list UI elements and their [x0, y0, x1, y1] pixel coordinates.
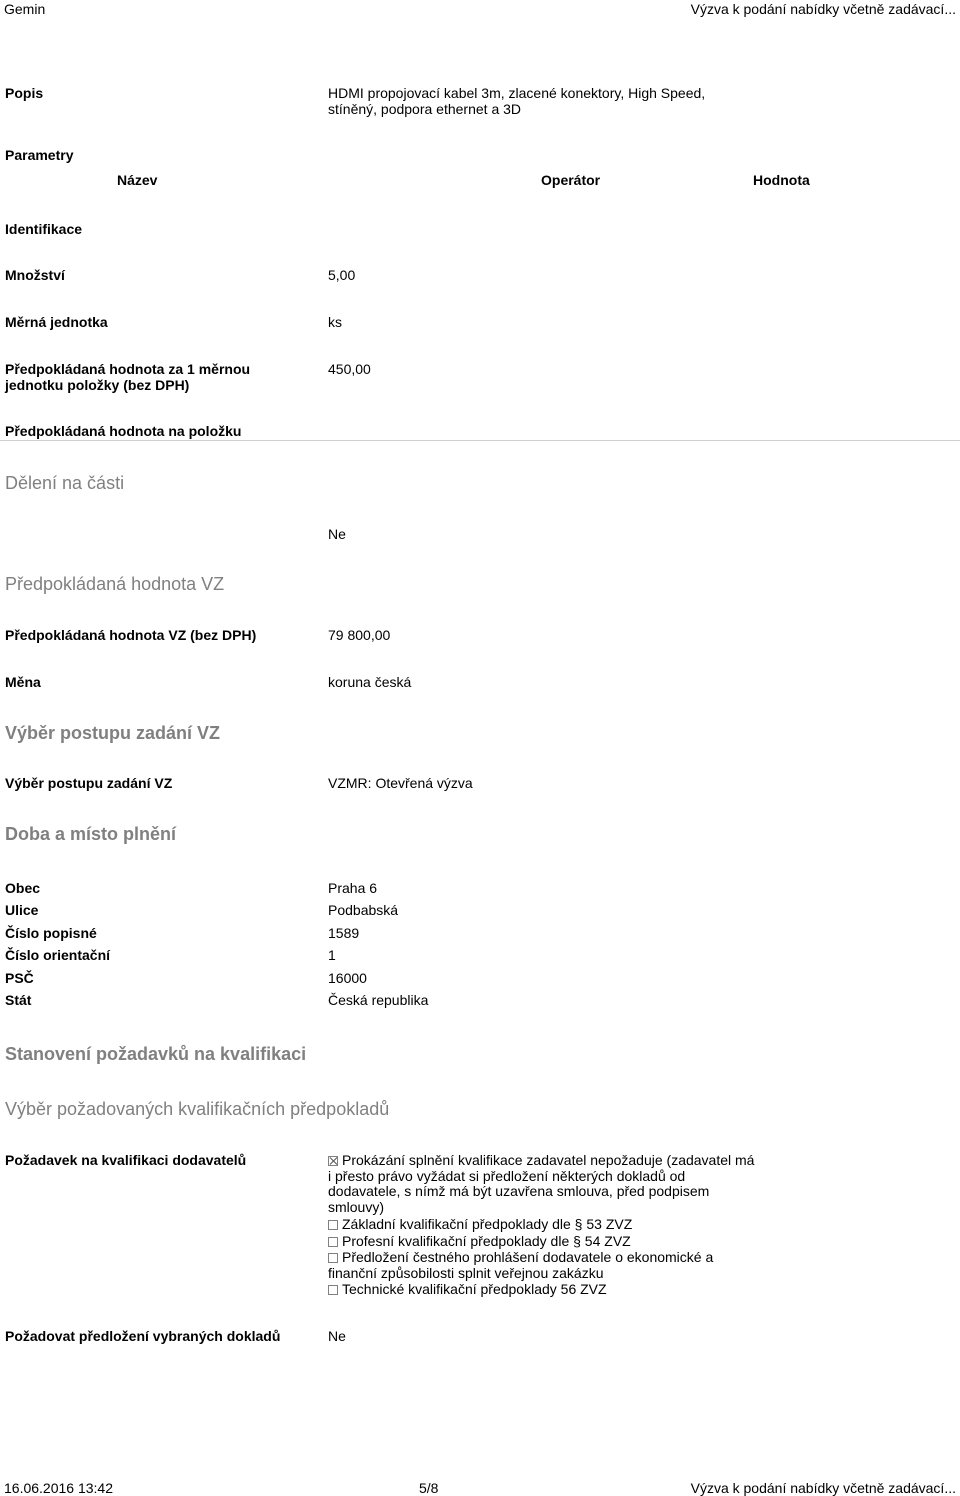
postup-label: Výběr postupu zadání VZ: [5, 775, 173, 791]
cislo-orientacni-label: Číslo orientační: [5, 947, 111, 963]
column-operator: Operátor: [541, 172, 601, 188]
obec-label: Obec: [5, 880, 41, 896]
option-technicke: [328, 1282, 758, 1298]
header-app-name: Gemin: [4, 1, 46, 17]
hodnota-za-jednotku-label: Předpokládaná hodnota za 1 měrnou jednotku položky (bez DPH): [5, 361, 251, 393]
checkbox-empty-icon: [328, 1253, 338, 1263]
checkbox-empty-icon: [328, 1237, 338, 1247]
checkbox-empty-icon: [328, 1285, 338, 1295]
deleni-heading: Dělení na části: [5, 473, 125, 493]
column-nazev: Název: [117, 172, 158, 188]
kvalifikace-heading: Stanovení požadavků na kvalifikaci: [5, 1044, 307, 1064]
header-document-title: Výzva k podání nabídky včetně zadávací...: [690, 1, 956, 17]
footer-page-number: 5/8: [419, 1480, 439, 1496]
psc-value: 16000: [328, 970, 367, 986]
hodnota-vz-heading: Předpokládaná hodnota VZ: [5, 574, 225, 594]
column-hodnota: Hodnota: [753, 172, 810, 188]
option-cestne-prohlaseni: [328, 1250, 758, 1281]
pozadavek-options: [328, 1153, 758, 1298]
merna-jednotka-label: Měrná jednotka: [5, 314, 108, 330]
option-text: Technické kvalifikační předpoklady 56 ZVZ: [342, 1281, 607, 1297]
divider: [0, 440, 960, 441]
identifikace-label: Identifikace: [5, 221, 83, 237]
deleni-value: Ne: [328, 526, 346, 542]
mnozstvi-value: 5,00: [328, 267, 356, 283]
pozadavek-label: Požadavek na kvalifikaci dodavatelů: [5, 1152, 247, 1168]
doklady-label: Požadovat předložení vybraných dokladů: [5, 1328, 281, 1344]
option-nepozaduje: [328, 1153, 758, 1215]
cislo-popisne-value: 1589: [328, 925, 360, 941]
option-zakladni: [328, 1217, 758, 1233]
option-text: Základní kvalifikační předpoklady dle § 53 ZVZ: [342, 1216, 633, 1232]
postup-value: VZMR: Otevřená výzva: [328, 775, 473, 791]
postup-heading: Výběr postupu zadání VZ: [5, 723, 221, 743]
popis-value: HDMI propojovací kabel 3m, zlacené konektory, High Speed, stíněný, podpora ethernet a 3D: [328, 85, 706, 117]
ulice-label: Ulice: [5, 902, 39, 918]
merna-jednotka-value: ks: [328, 314, 342, 330]
psc-label: PSČ: [5, 970, 34, 986]
doklady-value: Ne: [328, 1328, 346, 1344]
checkbox-empty-icon: [328, 1220, 338, 1230]
stat-label: Stát: [5, 992, 32, 1008]
hodnota-vz-label: Předpokládaná hodnota VZ (bez DPH): [5, 627, 257, 643]
footer-date: 16.06.2016 13:42: [4, 1480, 113, 1496]
hodnota-na-polozku-label: Předpokládaná hodnota na položku: [5, 423, 242, 439]
mena-value: koruna česká: [328, 674, 412, 690]
mnozstvi-label: Množství: [5, 267, 65, 283]
option-text: Předložení čestného prohlášení dodavatele o ekonomické a finanční způsobilosti splnit veřejnou zakázku: [328, 1249, 714, 1281]
ulice-value: Podbabská: [328, 902, 399, 918]
option-text: Prokázání splnění kvalifikace zadavatel nepožaduje (zadavatel má i přesto právo vyžádat si předložení některých dokladů od dodavatele, s nímž má být uzavřena smlouva, před podpisem smlouvy): [328, 1152, 755, 1215]
option-text: Profesní kvalifikační předpoklady dle § 54 ZVZ: [342, 1232, 631, 1249]
misto-heading: Doba a místo plnění: [5, 824, 177, 844]
footer-document-title: Výzva k podání nabídky včetně zadávací...: [690, 1480, 956, 1496]
stat-value: Česká republika: [328, 992, 429, 1008]
parametry-label: Parametry: [5, 147, 74, 163]
cislo-orientacni-value: 1: [328, 947, 336, 963]
cislo-popisne-label: Číslo popisné: [5, 925, 97, 941]
kvalifikace-subheading: Výběr požadovaných kvalifikačních předpokladů: [5, 1099, 390, 1119]
checkbox-checked-icon: [328, 1156, 338, 1166]
hodnota-vz-value: 79 800,00: [328, 627, 391, 643]
popis-label: Popis: [5, 85, 44, 101]
hodnota-za-jednotku-value: 450,00: [328, 361, 371, 377]
obec-value: Praha 6: [328, 880, 378, 896]
mena-label: Měna: [5, 674, 41, 690]
option-profesni: [328, 1234, 758, 1250]
